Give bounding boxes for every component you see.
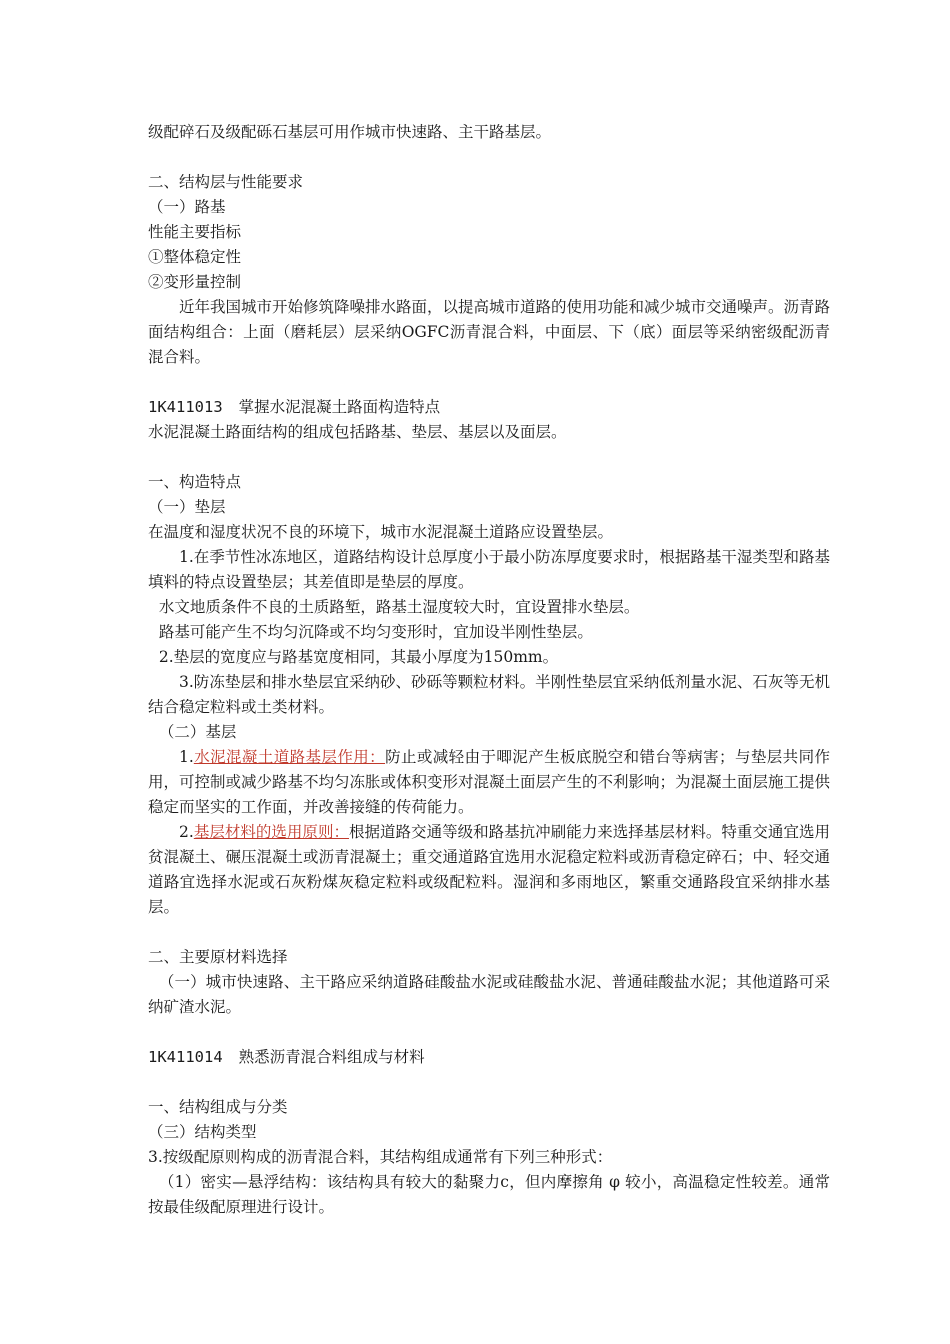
list-item: ①整体稳定性 (148, 248, 242, 266)
paragraph (148, 820, 830, 920)
item-text: 防止或减轻由于唧泥产生板底脱空和错台等病害；与垫层共同作用，可控制或减少路基不均匀冻胀或体积变形对混凝土面层产生的不利影响；为混凝土面层施工提供稳定而坚实的工作面，并改善接缝的传荷能力。 (148, 748, 831, 816)
highlighted-phrase: 水泥混凝土道路基层作用： (193, 748, 386, 766)
item-text: 根据道路交通等级和路基抗冲刷能力来选择基层材料。特重交通宜选用贫混凝土、碾压混凝土或沥青混凝土；重交通道路宜选用水泥稳定粒料或沥青稳定碎石；中、轻交通道路宜选择水泥或石灰粉煤灰稳定粒料或级配粒料。湿润和多雨地区，繁重交通路段宜采纳排水基层。 (148, 823, 831, 916)
subsection-heading: （一）路基 (148, 198, 226, 216)
paragraph: 近年我国城市开始修筑降噪排水路面，以提高城市道路的使用功能和减少城市交通噪声。沥青路面结构组合：上面（磨耗层）层采纳OGFC沥青混合料，中面层、下（底）面层等采纳密级配沥青混合料。 (148, 298, 831, 366)
subsection-heading: （二）基层 (158, 723, 237, 741)
chapter-code: 1K411013 (148, 398, 223, 416)
text-line: 路基可能产生不均匀沉降或不均匀变形时，宜加设半刚性垫层。 (158, 623, 593, 641)
section-heading: 一、构造特点 (148, 473, 242, 491)
paragraph (148, 745, 830, 820)
blank-line (148, 445, 830, 470)
text-line: 水文地质条件不良的土质路堑，路基土湿度较大时，宜设置排水垫层。 (158, 598, 640, 616)
document-page (148, 120, 830, 1220)
paragraph: 1.在季节性冰冻地区，道路结构设计总厚度小于最小防冻厚度要求时，根据路基干湿类型和路基填料的特点设置垫层；其差值即是垫层的厚度。 (148, 548, 830, 591)
chapter-title: 熟悉沥青混合料组成与材料 (238, 1048, 425, 1066)
highlighted-phrase: 基层材料的选用原则： (193, 823, 349, 841)
text-line: 水泥混凝土路面结构的组成包括路基、垫层、基层以及面层。 (148, 423, 567, 441)
text-line: 性能主要指标 (148, 223, 242, 241)
blank-line (148, 145, 830, 170)
paragraph: 3.防冻垫层和排水垫层宜采纳砂、砂砾等颗粒材料。半刚性垫层宜采纳低剂量水泥、石灰等无机结合稳定粒料或土类材料。 (148, 673, 830, 716)
list-item: ②变形量控制 (148, 273, 242, 291)
subsection-heading: （一）垫层 (148, 498, 226, 516)
chapter-heading (148, 1045, 830, 1070)
text-line: 在温度和湿度状况不良的环境下，城市水泥混凝土道路应设置垫层。 (148, 523, 614, 541)
section-heading: 二、主要原材料选择 (148, 948, 288, 966)
blank-line (148, 370, 830, 395)
text-line: 3.按级配原则构成的沥青混合料，其结构组成通常有下列三种形式： (148, 1148, 613, 1166)
section-heading: 一、结构组成与分类 (148, 1098, 288, 1116)
paragraph: （一）城市快速路、主干路应采纳道路硅酸盐水泥或硅酸盐水泥、普通硅酸盐水泥；其他道路可采纳矿渣水泥。 (148, 973, 830, 1016)
blank-line (148, 1070, 830, 1095)
section-heading: 二、结构层与性能要求 (148, 173, 304, 191)
chapter-code: 1K411014 (148, 1048, 223, 1066)
item-number: 2. (179, 823, 194, 841)
subsection-heading: （三）结构类型 (148, 1123, 257, 1141)
chapter-title: 掌握水泥混凝土路面构造特点 (238, 398, 441, 416)
item-number: 1. (179, 748, 194, 766)
blank-line (148, 1020, 830, 1045)
chapter-heading (148, 395, 830, 420)
blank-line (148, 920, 830, 945)
text-line: 级配碎石及级配砾石基层可用作城市快速路、主干路基层。 (148, 123, 552, 141)
paragraph: （1）密实—悬浮结构：该结构具有较大的黏聚力c，但内摩擦角 φ 较小，高温稳定性较差。通常按最佳级配原理进行设计。 (148, 1173, 830, 1216)
text-line: 2.垫层的宽度应与路基宽度相同，其最小厚度为150mm。 (158, 648, 559, 666)
